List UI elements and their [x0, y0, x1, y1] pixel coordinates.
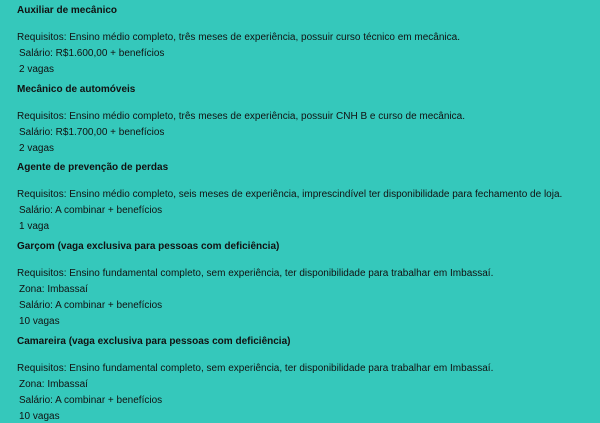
job-openings: 1 vaga — [19, 221, 50, 232]
job-listing — [17, 162, 592, 233]
job-openings: 10 vagas — [19, 316, 60, 327]
job-listing — [17, 5, 592, 76]
job-openings: 2 vagas — [19, 143, 55, 154]
job-openings: 10 vagas — [19, 411, 60, 422]
job-listing — [17, 84, 592, 155]
job-zone: Zona: Imbassaí — [19, 379, 88, 390]
job-salary: Salário: A combinar + benefícios — [19, 300, 163, 311]
job-requirements: Requisitos: Ensino médio completo, seis meses de experiência, imprescindível ter disponibilidade para fechamento de loja. — [17, 189, 563, 200]
job-title: Auxiliar de mecânico — [17, 5, 118, 16]
job-requirements: Requisitos: Ensino fundamental completo, sem experiência, ter disponibilidade para trabalhar em Imbassaí. — [17, 268, 494, 279]
job-zone: Zona: Imbassaí — [19, 284, 88, 295]
job-requirements: Requisitos: Ensino médio completo, três meses de experiência, possuir curso técnico em mecânica. — [17, 32, 460, 43]
job-title: Camareira (vaga exclusiva para pessoas com deficiência) — [17, 336, 291, 347]
job-requirements: Requisitos: Ensino fundamental completo, sem experiência, ter disponibilidade para trabalhar em Imbassaí. — [17, 363, 494, 374]
job-openings: 2 vagas — [19, 64, 55, 75]
job-salary: Salário: R$1.600,00 + benefícios — [19, 48, 165, 59]
job-salary: Salário: A combinar + benefícios — [19, 205, 163, 216]
job-title: Agente de prevenção de perdas — [17, 162, 169, 173]
job-requirements: Requisitos: Ensino médio completo, três meses de experiência, possuir CNH B e curso de mecânica. — [17, 111, 465, 122]
job-title: Mecânico de automóveis — [17, 84, 136, 95]
job-salary: Salário: A combinar + benefícios — [19, 395, 163, 406]
job-listing — [17, 241, 592, 328]
job-title: Garçom (vaga exclusiva para pessoas com deficiência) — [17, 241, 280, 252]
job-listing — [17, 336, 592, 423]
job-salary: Salário: R$1.700,00 + benefícios — [19, 127, 165, 138]
